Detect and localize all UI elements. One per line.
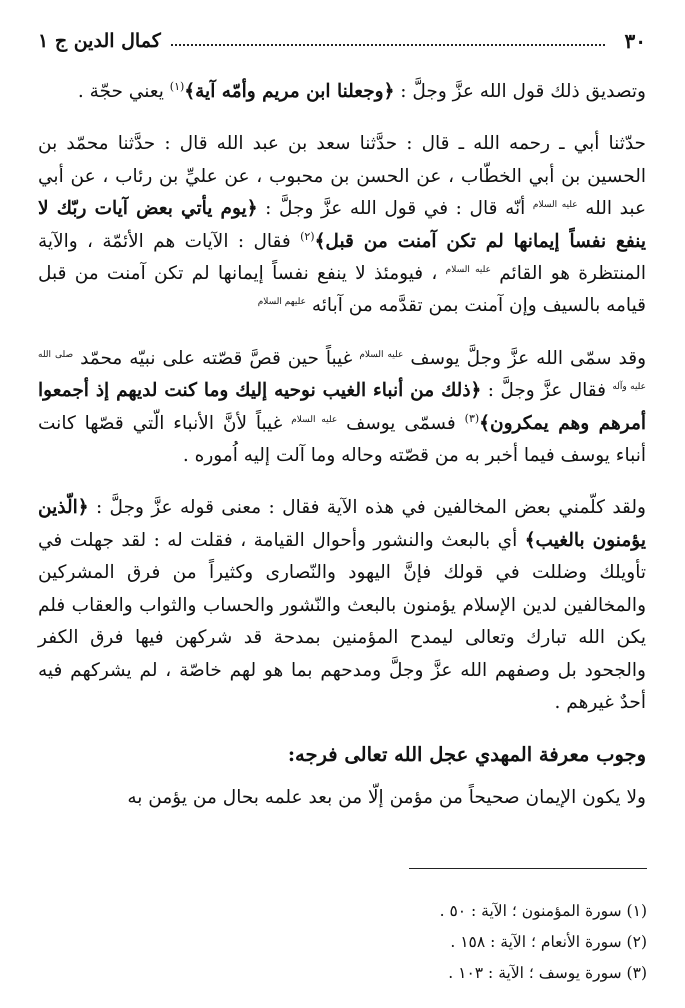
honorific-symbol: عليهم السلام — [257, 297, 306, 308]
quran-verse: ﴿الّذين يؤمنون بالغيب﴾ — [38, 497, 647, 551]
footnote-marker: (٣) — [464, 411, 480, 425]
p4-text: ولقد كلّمني بعض المخالفين في هذه الآية فقال : معنى قوله عزَّ وجلَّ : — [88, 497, 646, 519]
p1-text-end: يعني حجّة . — [77, 81, 170, 102]
p4-text: أي بالبعث والنشور وأحوال القيامة ، فقلت له : لقد جهلت في تأويلك وضللت في قولك فإنَّ اليهود والنّصارى وكثيراً من فرق المشركين والمخالفين لدين الإسلام يؤمنون بالبعث والنّشور والحساب والثواب والعقاب فلم يكن الله تبارك وتعالى ليمدح المؤمنين بمدحة قد شركهن فيها فرق الكفر والجحود بل وصفهم الله عزَّ وجلَّ ومدحهم بما هو لهم خاصّة ، لم يشركهم فيه أحدٌ غيرهم . — [38, 529, 646, 713]
paragraph-3 — [38, 343, 646, 473]
p3-text: فقال عزَّ وجلَّ : — [481, 380, 613, 402]
honorific-symbol: صلى الله عليه وآله — [38, 349, 647, 393]
book-title: كمال الدين ج ١ — [38, 30, 161, 52]
footnote-marker: (٢) — [300, 229, 315, 243]
footnote-marker: (١) — [169, 79, 185, 93]
honorific-symbol: عليه السلام — [445, 264, 491, 275]
page-number: ٣٠ — [624, 29, 646, 53]
p3-text: غيباً لأنَّ الأنباء الّتي قصّها كانت أنباء يوسف فيما أخبر به من قصّته وحاله وما آلت إليه اُموره . — [38, 412, 646, 467]
honorific-symbol: عليه السلام — [291, 414, 338, 425]
quran-verse: ﴿يوم يأتي بعض آيات ربّك لا ينفع نفساً إيمانها لم تكن آمنت من قبل﴾ — [38, 198, 646, 252]
running-header — [38, 26, 646, 56]
header-dot-leader — [171, 44, 605, 46]
section-heading: وجوب معرفة المهدي عجل الله تعالى فرجه: — [287, 743, 646, 767]
p2-text: حدّثنا أبي ـ رحمه الله ـ قال : حدَّثنا سعد بن عبد الله قال : حدَّثنا محمّد بن الحسين بن أبي الخطّاب ، عن الحسن بن محبوب ، عن عليِّ بن رئاب ، عن أبي عبد الله — [38, 133, 647, 220]
quran-verse: ﴿ذلك من أنباء الغيب نوحيه إليك وما كنت لديهم إذ أجمعوا أمرهم وهم يمكرون﴾ — [38, 380, 647, 434]
paragraph-1 — [38, 76, 646, 108]
paragraph-4 — [38, 492, 646, 719]
footnote-2: (٢) سورة الأنعام ؛ الآية : ١٥٨ . — [450, 933, 647, 951]
page — [38, 26, 646, 814]
p2-text: ، فيومئذ لا ينفع نفساً إيمانها لم تكن آمنت من قبل قيامه بالسيف وإن آمنت بمن تقدَّمه من آبائه — [38, 263, 646, 317]
section-paragraph: ولا يكون الإيمان صحيحاً من مؤمن إلّا من بعد علمه بحال من يؤمن به — [127, 786, 646, 808]
body-text — [38, 76, 646, 814]
honorific-symbol: عليه السلام — [532, 200, 578, 211]
honorific-symbol: عليه السلام — [359, 349, 404, 360]
footnote-separator — [409, 868, 647, 869]
p1-text: وتصديق ذلك قول الله عزَّ وجلَّ : — [394, 81, 646, 102]
p3-text: غيباً حين قصَّ قصّته على نبيّه محمّد — [73, 347, 360, 369]
footnote-3: (٣) سورة يوسف ؛ الآية : ١٠٣ . — [448, 964, 647, 982]
footnotes — [247, 896, 647, 989]
footnote-1: (١) سورة المؤمنون ؛ الآية : ٥٠ . — [439, 902, 647, 920]
p2-text: فقال : الآيات هم الأئمّة ، والآية المنتظرة هو القائم — [38, 230, 647, 285]
paragraph-2 — [38, 128, 646, 322]
p2-text: أنّه قال : في قول الله عزَّ وجلَّ : — [257, 198, 533, 220]
p3-text: فسمّى يوسف — [337, 412, 465, 434]
p3-text: وقد سمّى الله عزَّ وجلَّ يوسف — [403, 347, 647, 369]
quran-verse: ﴿وجعلنا ابن مريم وأمّه آية﴾ — [184, 81, 395, 102]
